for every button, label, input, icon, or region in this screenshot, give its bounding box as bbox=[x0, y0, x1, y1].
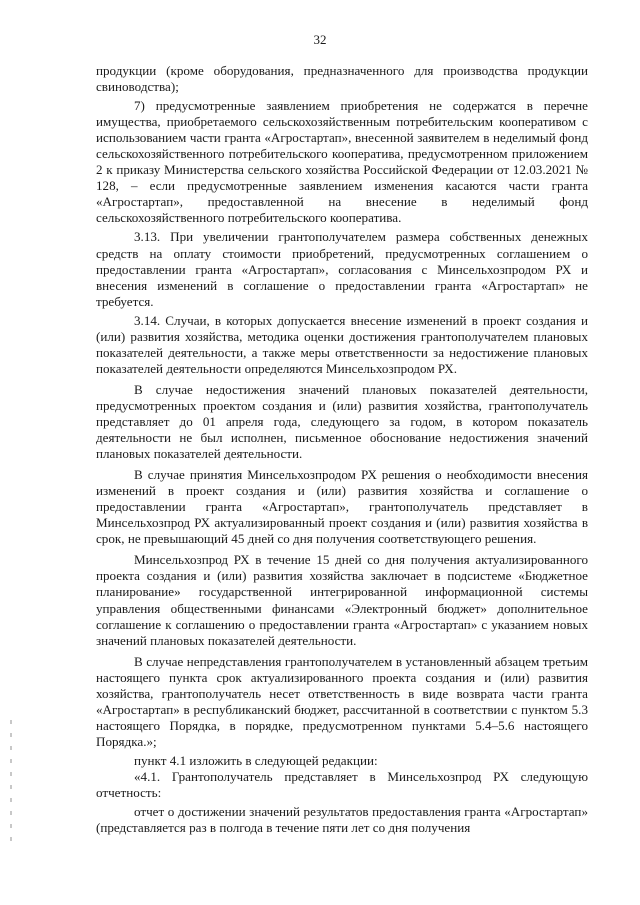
paragraph: пункт 4.1 изложить в следующей редакции: bbox=[134, 752, 378, 768]
paragraph: В случае принятия Минсельхозпродом РХ решения о необходимости внесения изменений в проект создания и (или) развития хозяйства и соглашение о предоставлении гранта «Агростартап», грантополучатель представляет в Минсельхозпрод РХ актуализированный проект создания и (или) развития хозяйства в срок, не превышающий 45 дней со дня получения соответствующего решения. bbox=[96, 467, 588, 547]
paragraph: «4.1. Грантополучатель представляет в Минсельхозпрод РХ следующую отчетность: bbox=[96, 768, 588, 801]
paragraph: 7) предусмотренные заявлением приобретения не содержатся в перечне имущества, приобретаемого сельскохозяйственным потребительским кооперативом с использованием части гранта «Агростартап», внесенной заявителем в неделимый фонд сельскохозяйственного потребительского кооператива, предусмотренном приложением 2 к приказу Министерства сельского хозяйства Российской Федерации от 12.03.2021 № 128, – если предусмотренные заявлением изменения касаются части гранта «Агростартап», предоставленной на внесение в неделимый фонд сельскохозяйственного потребительского кооператива. bbox=[96, 98, 588, 226]
document-body bbox=[96, 63, 588, 836]
paragraph: 3.13. При увеличении грантополучателем размера собственных денежных средств на оплату стоимости приобретений, предусмотренных соглашением о предоставлении гранта «Агростартап», согласования с Минсельхозпродом РХ и внесения изменений в соглашение о предоставлении гранта «Агростартап» не требуется. bbox=[96, 229, 588, 309]
paragraph: Минсельхозпрод РХ в течение 15 дней со дня получения актуализированного проекта создания и (или) развития хозяйства заключает в подсистеме «Бюджетное планирование» государственной интегрированной информационной системы управления общественными финансами «Электронный бюджет» дополнительное соглашение к соглашению о предоставлении гранта «Агростартап» с указанием новых значений плановых показателей деятельности. bbox=[96, 552, 588, 648]
scan-margin-marks bbox=[10, 720, 13, 870]
paragraph: В случае недостижения значений плановых показателей деятельности, предусмотренных проектом создания и (или) развития хозяйства, грантополучатель представляет до 01 апреля года, следующего за годом, в котором показатель деятельности не был исполнен, письменное обоснование недостижения значений плановых показателей деятельности. bbox=[96, 381, 588, 462]
paragraph: 3.14. Случаи, в которых допускается внесение изменений в проект создания и (или) развития хозяйства, методика оценки достижения грантополучателем плановых показателей деятельности, а также меры ответственности за недостижение плановых показателей деятельности определяются Минсельхозпродом РХ. bbox=[96, 312, 588, 376]
paragraph: отчет о достижении значений результатов предоставления гранта «Агростартап» (представляется раз в полгода в течение пяти лет со дня получения bbox=[96, 804, 588, 836]
paragraph: продукции (кроме оборудования, предназначенного для производства продукции свиноводства); bbox=[96, 63, 588, 95]
paragraph: В случае непредставления грантополучателем в установленный абзацем третьим настоящего пункта срок актуализированного проекта создания и (или) развития хозяйства, грантополучатель несет ответственность в виде возврата части гранта «Агростартап» в республиканский бюджет, рассчитанной в соответствии с пунктом 5.3 настоящего Порядка, в порядке, предусмотренном пунктами 5.4–5.6 настоящего Порядка.»; bbox=[96, 653, 588, 749]
page-number: 32 bbox=[313, 32, 327, 47]
